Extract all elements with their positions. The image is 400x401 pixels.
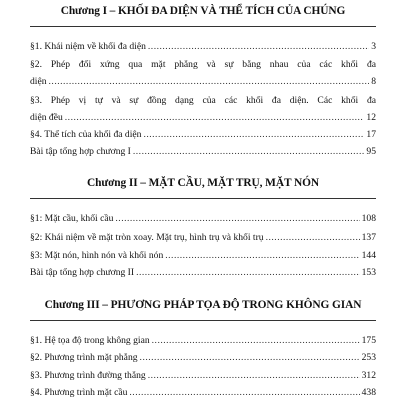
leader-dots	[140, 349, 360, 366]
toc-entry-page: 108	[361, 213, 376, 224]
toc-entry-text: §4. Thể tích của khối đa diện	[30, 129, 142, 140]
toc-entry-page: 95	[366, 146, 376, 157]
chapter-3-rule	[30, 320, 376, 321]
leader-dots	[165, 247, 359, 264]
toc-entry-text: Bài tập tổng hợp chương I	[30, 146, 131, 157]
toc-entry-page: 253	[361, 352, 376, 363]
toc-entry-page: 12	[366, 112, 376, 123]
toc-entry-page: 153	[361, 267, 376, 278]
chapter-2-rule	[30, 198, 376, 199]
leader-dots	[148, 38, 369, 55]
toc-entry-page: 8	[371, 76, 376, 87]
toc-entry[interactable]	[30, 384, 376, 401]
toc-entry[interactable]	[30, 264, 376, 281]
toc-entry-text: §1. Khái niệm về khối đa diện	[30, 41, 146, 52]
toc-entry[interactable]	[30, 143, 376, 160]
toc-entry-text: diện	[30, 76, 47, 87]
toc-entry[interactable]	[30, 56, 376, 90]
leader-dots	[152, 332, 360, 349]
toc-entry-text-line1: §3. Phép vị tự và sự đồng dạng của các khối đa diện. Các khối đa	[30, 95, 376, 106]
toc-entry[interactable]	[30, 349, 376, 366]
toc-entry-text: §2: Khái niệm về mặt tròn xoay. Mặt trụ, hình trụ và khối trụ	[30, 232, 264, 243]
leader-dots	[148, 367, 360, 384]
toc-entry[interactable]	[30, 229, 376, 246]
toc-entry-text: §1: Mặt cầu, khối cầu	[30, 213, 114, 224]
leader-dots	[115, 210, 359, 227]
toc-entry-text: §1. Hệ tọa độ trong không gian	[30, 335, 150, 346]
toc-entry[interactable]	[30, 38, 376, 55]
chapter-1-title: Chương I – KHỐI ĐA DIỆN VÀ THỂ TÍCH CỦA CHÚNG	[60, 5, 346, 17]
toc-entry-text: §3: Mặt nón, hình nón và khối nón	[30, 250, 164, 261]
leader-dots	[136, 264, 360, 281]
toc-entry-page: 312	[361, 370, 376, 381]
chapter-2-title: Chương II – MẶT CẦU, MẶT TRỤ, MẶT NÓN	[86, 177, 319, 189]
toc-entry[interactable]	[30, 367, 376, 384]
toc-entry-text: Bài tập tổng hợp chương II	[30, 267, 135, 278]
toc-entry-text: §4. Phương trình mặt cầu	[30, 387, 128, 398]
leader-dots	[129, 384, 359, 401]
leader-dots	[49, 73, 370, 90]
toc-entry-page: 144	[361, 250, 376, 261]
chapter-3-title: Chương III – PHƯƠNG PHÁP TỌA ĐỘ TRONG KHÔNG GIAN	[44, 299, 362, 311]
toc-entry[interactable]	[30, 92, 376, 126]
toc-entry[interactable]	[30, 247, 376, 264]
toc-entry-page: 3	[371, 41, 376, 52]
leader-dots	[65, 109, 365, 126]
toc-entry-page: 137	[361, 232, 376, 243]
toc-entry[interactable]	[30, 126, 376, 143]
toc-entry-text-line1: §2. Phép đối xứng qua mặt phẳng và sự bằng nhau của các khối đa	[30, 59, 376, 70]
toc-entry-page: 438	[361, 387, 376, 398]
toc-entry[interactable]	[30, 332, 376, 349]
toc-entry-text: §3. Phương trình đường thẳng	[30, 370, 146, 381]
toc-entry-page: 175	[361, 335, 376, 346]
leader-dots	[266, 229, 360, 246]
toc-entry-page: 17	[366, 129, 376, 140]
toc-entry[interactable]	[30, 210, 376, 227]
chapter-1-rule	[30, 26, 376, 27]
leader-dots	[133, 143, 365, 160]
toc-entry-text: §2. Phương trình mặt phẳng	[30, 352, 138, 363]
toc-entry-text: diện đều	[30, 112, 63, 123]
leader-dots	[143, 126, 364, 143]
